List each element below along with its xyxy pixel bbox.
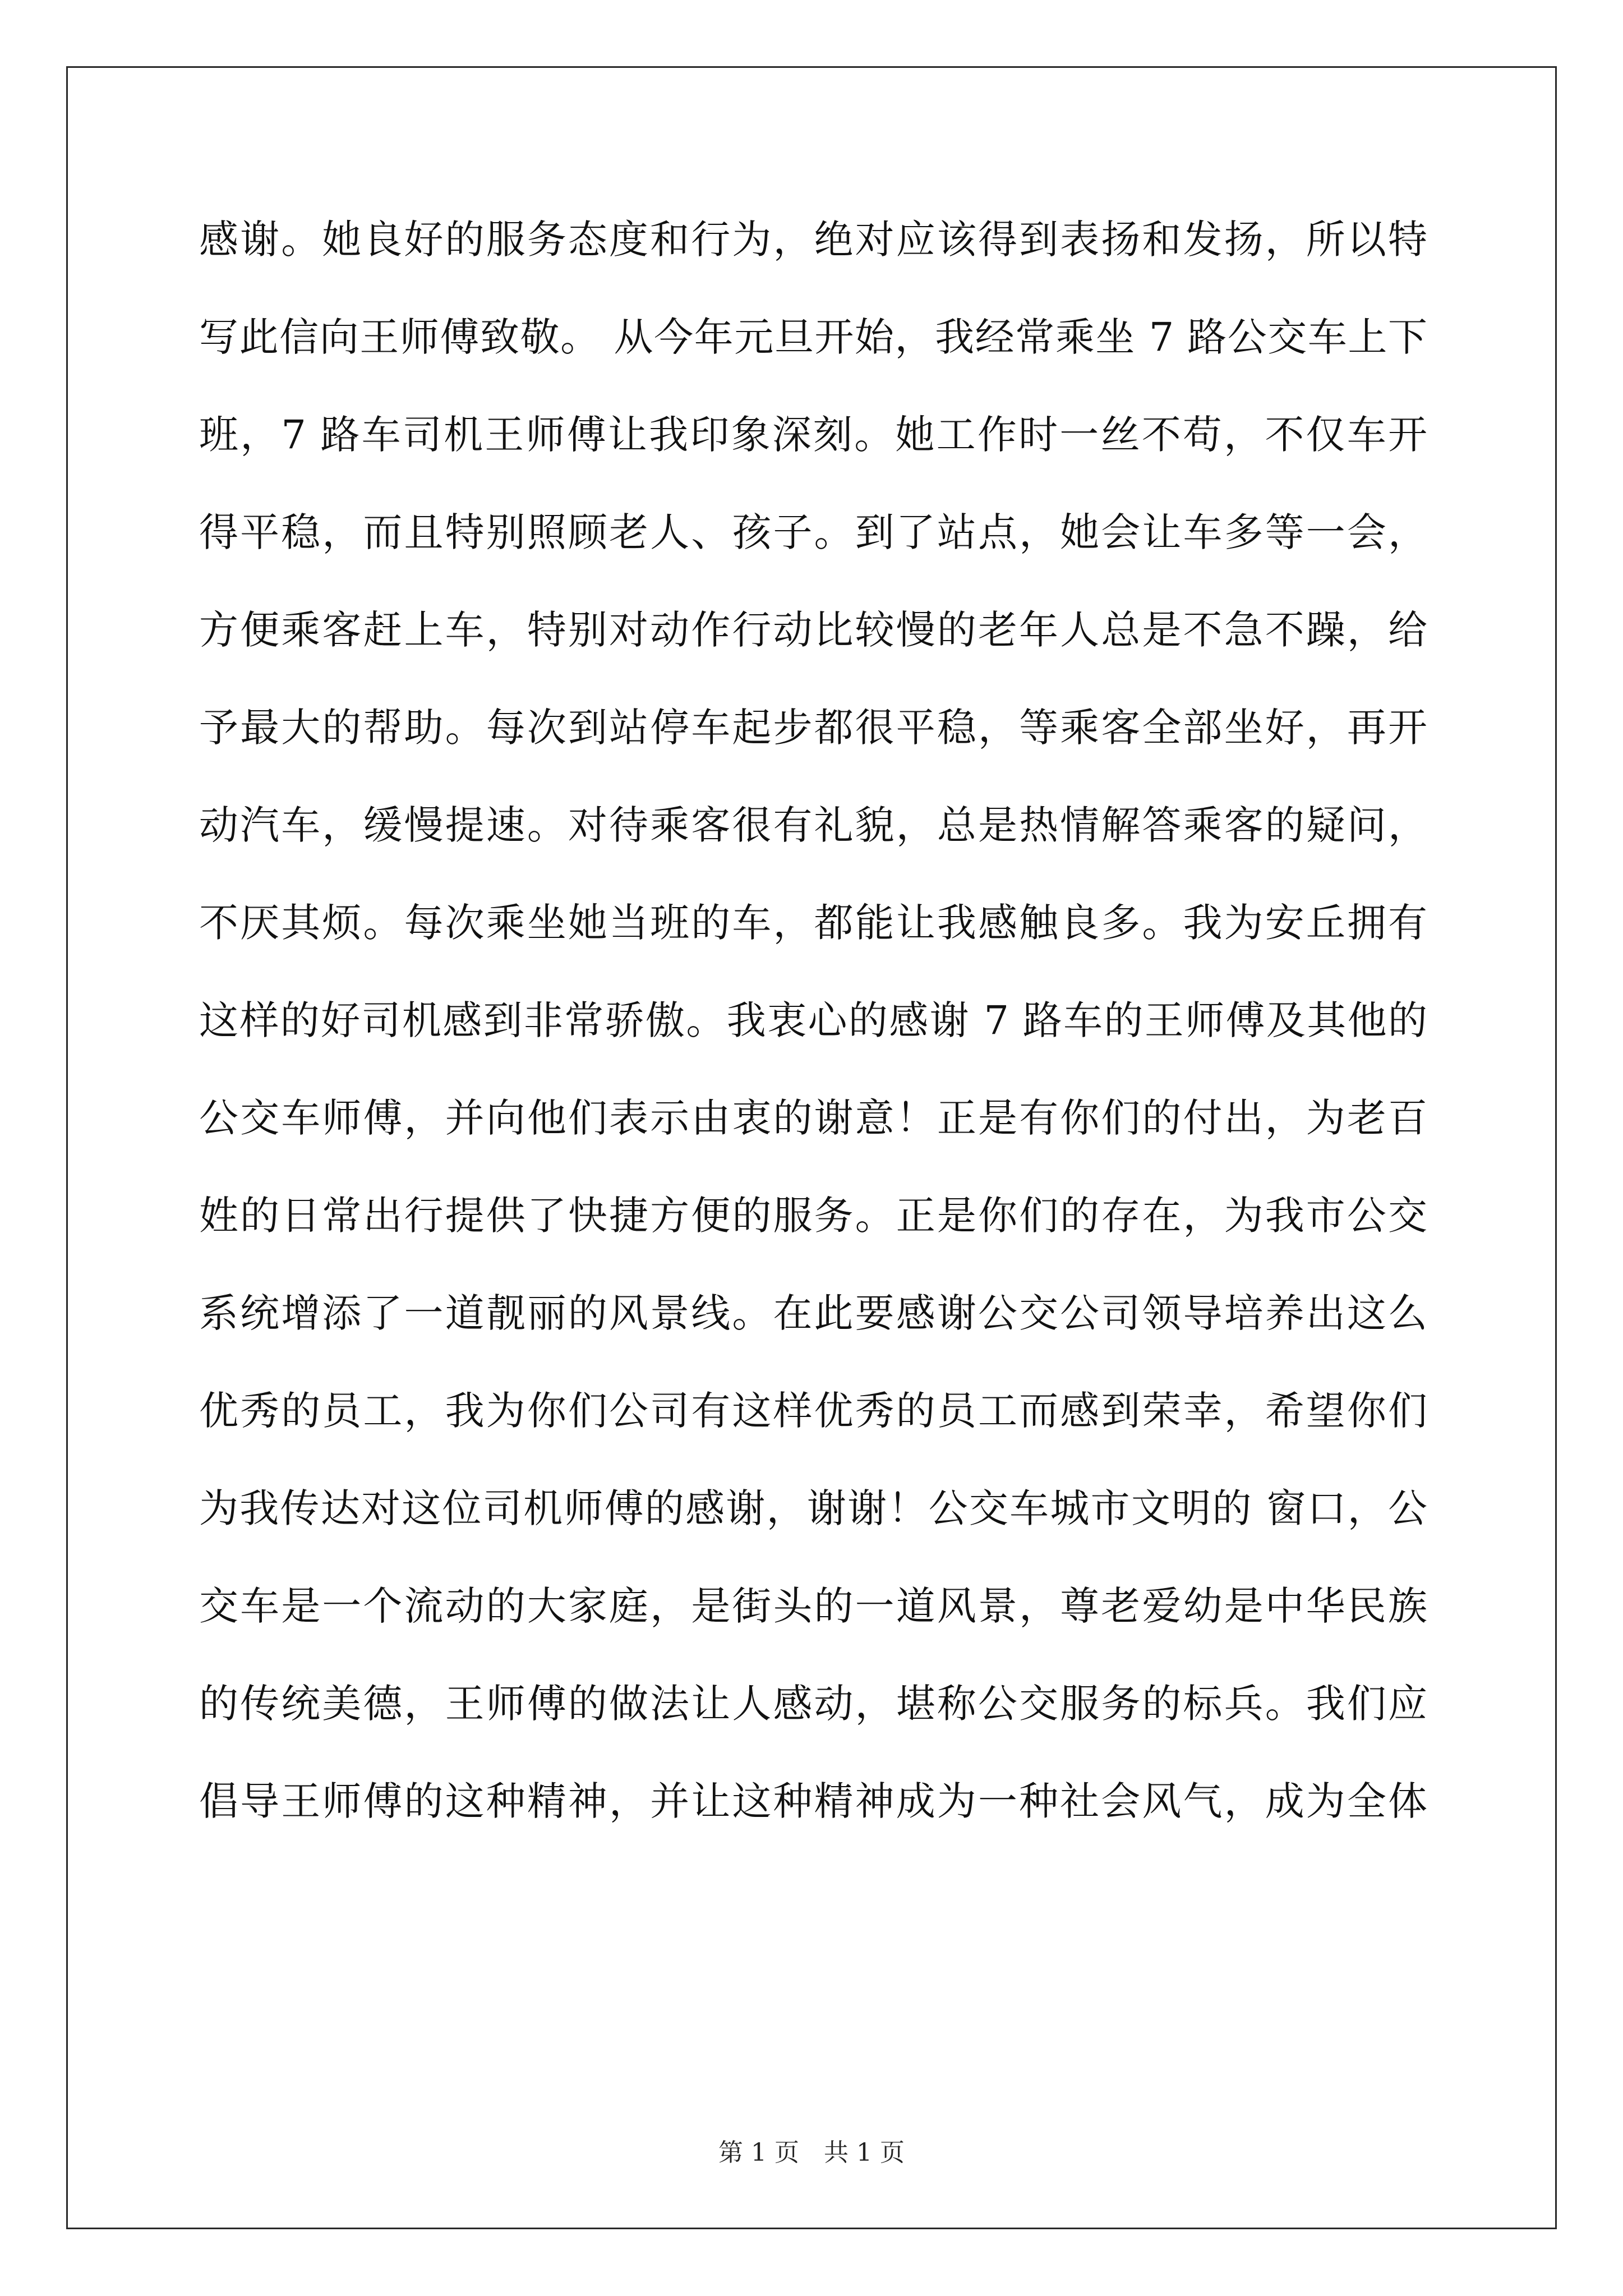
text-line: 班，7 路车司机王师傅让我印象深刻。她工作时一丝不苟，不仅车开 — [199, 412, 1427, 458]
text-line: 得平稳，而且特别照顾老人、孩子。到了站点，她会让车多等一会， — [199, 509, 1427, 555]
text-line: 为我传达对这位司机师傅的感谢，谢谢！公交车城市文明的 窗口，公 — [199, 1485, 1427, 1531]
document-body — [199, 208, 1427, 1867]
text-line: 的传统美德，王师傅的做法让人感动，堪称公交服务的标兵。我们应 — [199, 1681, 1427, 1727]
text-line: 方便乘客赶上车，特别对动作行动比较慢的老年人总是不急不躁，给 — [199, 607, 1427, 653]
text-line: 系统增添了一道靓丽的风景线。在此要感谢公交公司领导培养出这么 — [199, 1290, 1427, 1336]
text-line: 倡导王师傅的这种精神，并让这种精神成为一种社会风气，成为全体 — [199, 1778, 1427, 1824]
text-line: 这样的好司机感到非常骄傲。我衷心的感谢 7 路车的王师傅及其他的 — [199, 997, 1427, 1043]
text-line: 公交车师傅，并向他们表示由衷的谢意！正是有你们的付出，为老百 — [199, 1095, 1427, 1141]
text-line: 交车是一个流动的大家庭，是街头的一道风景，尊老爱幼是中华民族 — [199, 1583, 1427, 1629]
text-line: 不厌其烦。每次乘坐她当班的车，都能让我感触良多。我为安丘拥有 — [199, 900, 1427, 946]
text-line: 写此信向王师傅致敬。 从今年元旦开始，我经常乘坐 7 路公交车上下 — [199, 314, 1427, 360]
text-line: 优秀的员工，我为你们公司有这样优秀的员工而感到荣幸，希望你们 — [199, 1388, 1427, 1434]
text-line: 予最大的帮助。每次到站停车起步都很平稳，等乘客全部坐好，再开 — [199, 705, 1427, 751]
page-number: 第 1 页 共 1 页 — [718, 2138, 905, 2167]
text-line: 动汽车，缓慢提速。对待乘客很有礼貌，总是热情解答乘客的疑问， — [199, 802, 1427, 848]
text-line: 感谢。她良好的服务态度和行为，绝对应该得到表扬和发扬，所以特 — [199, 217, 1427, 263]
text-line: 姓的日常出行提供了快捷方便的服务。正是你们的存在，为我市公交 — [199, 1193, 1427, 1239]
